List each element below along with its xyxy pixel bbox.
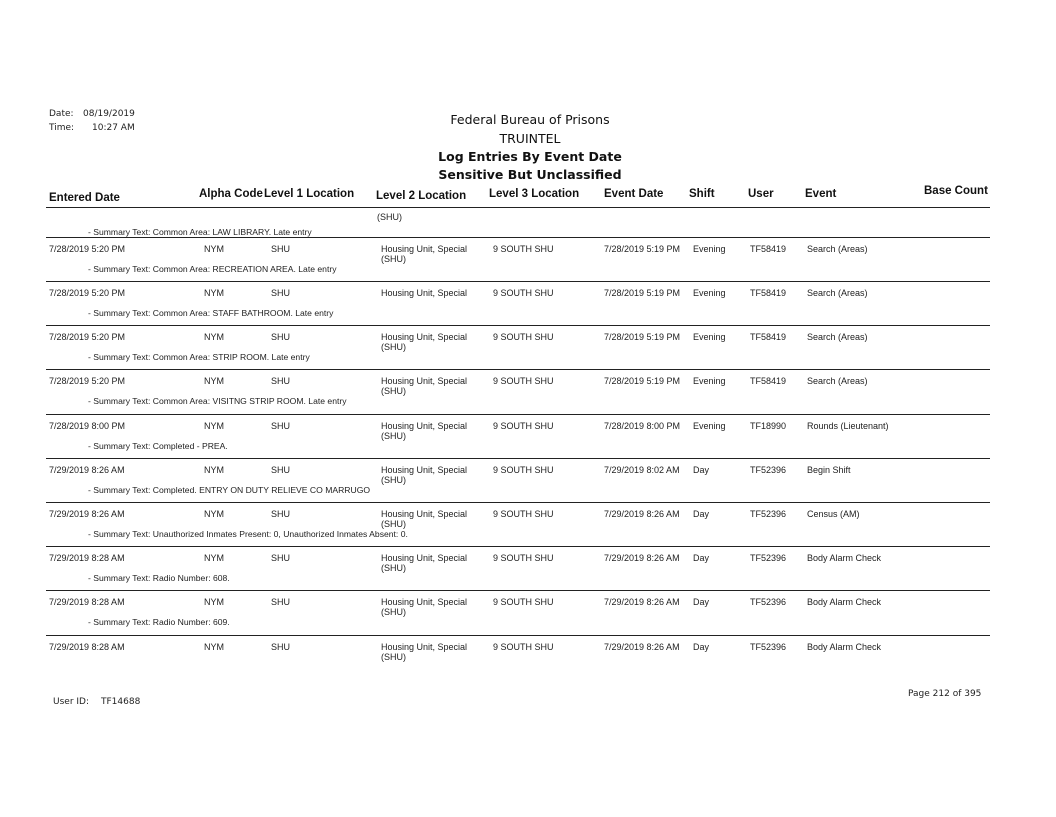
report-org-title: Federal Bureau of Prisons bbox=[450, 112, 610, 127]
date-value: 08/19/2019 bbox=[83, 109, 135, 119]
cell-event-date: 7/28/2019 5:19 PM bbox=[604, 288, 681, 298]
row-summary-text: - Summary Text: Radio Number: 608. bbox=[88, 573, 230, 583]
cell-event-date: 7/28/2019 5:19 PM bbox=[604, 376, 681, 386]
carryover-summary: - Summary Text: Common Area: LAW LIBRARY. Late entry bbox=[88, 227, 312, 237]
row-divider bbox=[46, 237, 990, 238]
carryover-level2-tail: (SHU) bbox=[377, 212, 402, 222]
col-base-count: Base Count bbox=[924, 185, 988, 197]
date-label: Date: bbox=[49, 109, 74, 119]
cell-event: Body Alarm Check bbox=[807, 597, 882, 607]
cell-level1-location: SHU bbox=[271, 465, 291, 475]
cell-user: TF52396 bbox=[750, 509, 787, 519]
cell-level2-location: Housing Unit, Special bbox=[381, 288, 468, 298]
cell-alpha-code: NYM bbox=[204, 553, 224, 563]
cell-entered-date: 7/28/2019 5:20 PM bbox=[49, 376, 126, 386]
cell-entered-date: 7/29/2019 8:26 AM bbox=[49, 509, 125, 519]
cell-shift: Day bbox=[693, 465, 710, 475]
cell-level1-location: SHU bbox=[271, 288, 291, 298]
cell-user: TF52396 bbox=[750, 553, 787, 563]
cell-user: TF58419 bbox=[750, 332, 787, 342]
cell-alpha-code: NYM bbox=[204, 244, 224, 254]
cell-shift: Evening bbox=[693, 332, 726, 342]
page-number: Page 212 of 395 bbox=[908, 689, 982, 699]
cell-level1-location: SHU bbox=[271, 421, 291, 431]
col-entered-date: Entered Date bbox=[49, 192, 120, 204]
cell-level3-location: 9 SOUTH SHU bbox=[493, 421, 554, 431]
col-shift: Shift bbox=[689, 188, 715, 200]
cell-shift: Evening bbox=[693, 376, 726, 386]
cell-level2-location: Housing Unit, Special (SHU) bbox=[381, 332, 468, 352]
row-summary-text: - Summary Text: Unauthorized Inmates Present: 0, Unauthorized Inmates Absent: 0. bbox=[88, 529, 408, 539]
cell-event-date: 7/29/2019 8:26 AM bbox=[604, 553, 680, 563]
cell-user: TF58419 bbox=[750, 288, 787, 298]
col-level1-location: Level 1 Location bbox=[264, 188, 355, 200]
cell-event: Begin Shift bbox=[807, 465, 851, 475]
cell-level1-location: SHU bbox=[271, 376, 291, 386]
cell-alpha-code: NYM bbox=[204, 642, 224, 652]
cell-user: TF52396 bbox=[750, 642, 787, 652]
cell-alpha-code: NYM bbox=[204, 509, 224, 519]
report-title: Log Entries By Event Date bbox=[438, 149, 622, 164]
cell-level3-location: 9 SOUTH SHU bbox=[493, 465, 554, 475]
cell-shift: Day bbox=[693, 553, 710, 563]
cell-level2-location: Housing Unit, Special (SHU) bbox=[381, 244, 468, 264]
cell-event: Census (AM) bbox=[807, 509, 860, 519]
cell-shift: Evening bbox=[693, 421, 726, 431]
row-divider bbox=[46, 458, 990, 459]
col-event-date: Event Date bbox=[604, 188, 664, 200]
header-divider bbox=[46, 207, 990, 208]
row-summary-text: - Summary Text: Radio Number: 609. bbox=[88, 617, 230, 627]
cell-level2-location: Housing Unit, Special (SHU) bbox=[381, 376, 468, 396]
cell-entered-date: 7/28/2019 8:00 PM bbox=[49, 421, 126, 431]
row-divider bbox=[46, 546, 990, 547]
cell-event-date: 7/28/2019 8:00 PM bbox=[604, 421, 681, 431]
cell-shift: Evening bbox=[693, 244, 726, 254]
cell-event-date: 7/29/2019 8:26 AM bbox=[604, 509, 680, 519]
row-divider bbox=[46, 590, 990, 591]
cell-event-date: 7/29/2019 8:26 AM bbox=[604, 642, 680, 652]
cell-event-date: 7/29/2019 8:02 AM bbox=[604, 465, 680, 475]
cell-level3-location: 9 SOUTH SHU bbox=[493, 509, 554, 519]
cell-event: Rounds (Lieutenant) bbox=[807, 421, 889, 431]
user-id-value: TF14688 bbox=[101, 697, 141, 707]
cell-alpha-code: NYM bbox=[204, 465, 224, 475]
row-summary-text: - Summary Text: Common Area: STRIP ROOM. Late entry bbox=[88, 352, 310, 362]
cell-shift: Day bbox=[693, 597, 710, 607]
cell-level2-location: Housing Unit, Special (SHU) bbox=[381, 509, 468, 529]
time-label: Time: bbox=[49, 123, 75, 133]
cell-event: Body Alarm Check bbox=[807, 553, 882, 563]
cell-event: Body Alarm Check bbox=[807, 642, 882, 652]
cell-level2-location: Housing Unit, Special (SHU) bbox=[381, 597, 468, 617]
cell-user: TF58419 bbox=[750, 376, 787, 386]
cell-user: TF18990 bbox=[750, 421, 787, 431]
cell-level1-location: SHU bbox=[271, 509, 291, 519]
report-classification: Sensitive But Unclassified bbox=[438, 167, 622, 182]
cell-entered-date: 7/28/2019 5:20 PM bbox=[49, 244, 126, 254]
cell-shift: Evening bbox=[693, 288, 726, 298]
row-divider bbox=[46, 281, 990, 282]
cell-event: Search (Areas) bbox=[807, 376, 868, 386]
cell-event: Search (Areas) bbox=[807, 332, 868, 342]
row-divider bbox=[46, 635, 990, 636]
cell-user: TF58419 bbox=[750, 244, 787, 254]
cell-level1-location: SHU bbox=[271, 642, 291, 652]
cell-entered-date: 7/28/2019 5:20 PM bbox=[49, 332, 126, 342]
cell-level3-location: 9 SOUTH SHU bbox=[493, 642, 554, 652]
row-summary-text: - Summary Text: Common Area: VISITNG STRIP ROOM. Late entry bbox=[88, 396, 347, 406]
cell-alpha-code: NYM bbox=[204, 421, 224, 431]
cell-level2-location: Housing Unit, Special (SHU) bbox=[381, 421, 468, 441]
row-summary-text: - Summary Text: Common Area: STAFF BATHROOM. Late entry bbox=[88, 308, 334, 318]
cell-entered-date: 7/29/2019 8:26 AM bbox=[49, 465, 125, 475]
cell-alpha-code: NYM bbox=[204, 376, 224, 386]
cell-level3-location: 9 SOUTH SHU bbox=[493, 597, 554, 607]
row-divider bbox=[46, 369, 990, 370]
cell-level3-location: 9 SOUTH SHU bbox=[493, 376, 554, 386]
cell-event-date: 7/29/2019 8:26 AM bbox=[604, 597, 680, 607]
col-level3-location: Level 3 Location bbox=[489, 188, 580, 200]
cell-entered-date: 7/28/2019 5:20 PM bbox=[49, 288, 126, 298]
row-divider bbox=[46, 502, 990, 503]
cell-level1-location: SHU bbox=[271, 553, 291, 563]
cell-level2-location: Housing Unit, Special (SHU) bbox=[381, 553, 468, 573]
cell-level3-location: 9 SOUTH SHU bbox=[493, 553, 554, 563]
col-level2-location: Level 2 Location bbox=[376, 190, 467, 202]
row-summary-text: - Summary Text: Completed - PREA. bbox=[88, 441, 228, 451]
cell-level3-location: 9 SOUTH SHU bbox=[493, 332, 554, 342]
cell-level3-location: 9 SOUTH SHU bbox=[493, 288, 554, 298]
cell-event-date: 7/28/2019 5:19 PM bbox=[604, 244, 681, 254]
cell-level1-location: SHU bbox=[271, 244, 291, 254]
row-summary-text: - Summary Text: Completed. ENTRY ON DUTY RELIEVE CO MARRUGO bbox=[88, 485, 371, 495]
cell-event: Search (Areas) bbox=[807, 244, 868, 254]
cell-level2-location: Housing Unit, Special (SHU) bbox=[381, 642, 468, 662]
cell-level1-location: SHU bbox=[271, 332, 291, 342]
cell-user: TF52396 bbox=[750, 465, 787, 475]
cell-shift: Day bbox=[693, 642, 710, 652]
cell-entered-date: 7/29/2019 8:28 AM bbox=[49, 597, 125, 607]
cell-level3-location: 9 SOUTH SHU bbox=[493, 244, 554, 254]
time-value: 10:27 AM bbox=[92, 123, 135, 133]
row-divider bbox=[46, 414, 990, 415]
col-user: User bbox=[748, 188, 774, 200]
report-system-title: TRUINTEL bbox=[499, 131, 561, 146]
row-summary-text: - Summary Text: Common Area: RECREATION AREA. Late entry bbox=[88, 264, 337, 274]
cell-event: Search (Areas) bbox=[807, 288, 868, 298]
row-divider bbox=[46, 325, 990, 326]
cell-event-date: 7/28/2019 5:19 PM bbox=[604, 332, 681, 342]
cell-level1-location: SHU bbox=[271, 597, 291, 607]
cell-entered-date: 7/29/2019 8:28 AM bbox=[49, 642, 125, 652]
cell-alpha-code: NYM bbox=[204, 288, 224, 298]
cell-entered-date: 7/29/2019 8:28 AM bbox=[49, 553, 125, 563]
cell-level2-location: Housing Unit, Special (SHU) bbox=[381, 465, 468, 485]
cell-alpha-code: NYM bbox=[204, 597, 224, 607]
cell-user: TF52396 bbox=[750, 597, 787, 607]
cell-shift: Day bbox=[693, 509, 710, 519]
col-event: Event bbox=[805, 188, 837, 200]
col-alpha-code: Alpha Code bbox=[199, 188, 263, 200]
user-id-label: User ID: bbox=[53, 697, 89, 707]
cell-alpha-code: NYM bbox=[204, 332, 224, 342]
